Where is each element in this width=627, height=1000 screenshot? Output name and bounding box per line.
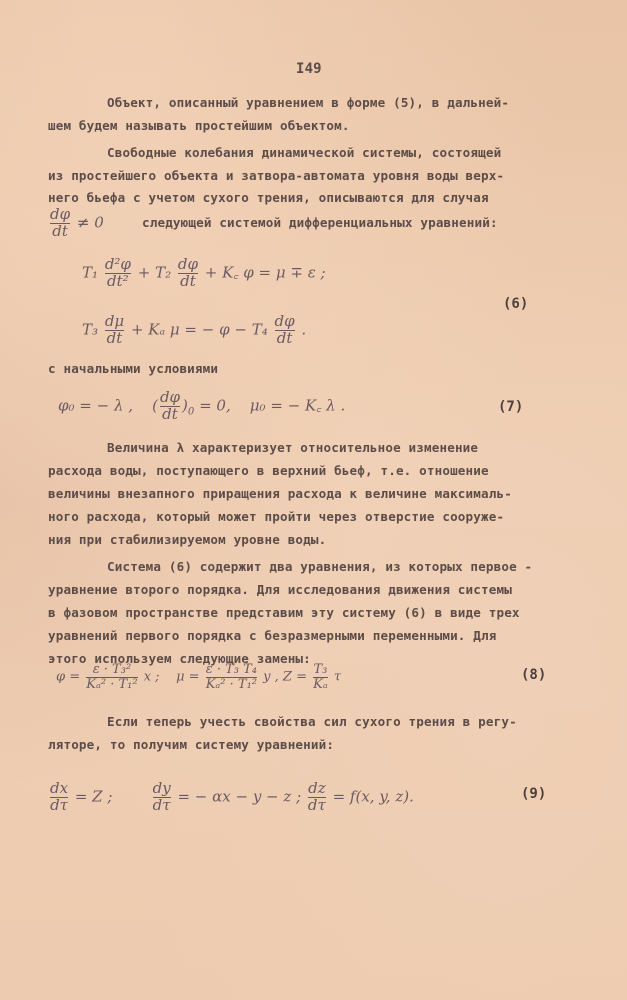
text-line: из простейшего объекта и затвора-автомата уровня воды верх- [48, 168, 505, 183]
equation-number: (9) [521, 786, 547, 802]
text-line: Величина λ характеризует относительное изменение [107, 440, 479, 455]
text-line: расхода воды, поступающего в верхний бьеф, т.е. отношение [48, 463, 489, 478]
text-line: ного расхода, который может пройти через отверстие сооруже- [48, 509, 505, 524]
equation-8: φ = $\frac{\text{ε · T₃²}}{\text{Kₐ² · T₁²}}$ x ; μ = $\frac{\text{ε · T₃ T₄}}{\text{Kₐ² · T₁²}}$ y , Z = $\frac{\text{T₃}}{\text{Kₐ}}$ τ [56, 662, 342, 692]
equation-7: φ₀ = − λ , ( $\frac{d\varphi}{dt}$ )$_0 = 0$, μ₀ = − K꜀ λ . [58, 388, 346, 423]
text-line: Если теперь учесть свойства сил сухого трения в регу- [107, 714, 517, 729]
text-line: шем будем называть простейшим объектом. [48, 118, 350, 133]
text-line: этого используем следующие замены: [48, 651, 311, 666]
equation-number: (6) [503, 296, 529, 312]
page-number: I49 [296, 61, 322, 77]
equation-number: (8) [521, 667, 547, 683]
inline-condition-formula: $\frac{d\varphi}{dt}$ ≠ 0 [50, 205, 104, 240]
text-line: ния при стабилизируемом уровне воды. [48, 532, 327, 547]
equation-9: $\frac{dx}{d\tau}$ = Z ; $\frac{dy}{d\tau}$ = − αx − y − z ; $\frac{dz}{d\tau}$ = f(x, y, z). [50, 779, 414, 814]
text-line: ляторе, то получим систему уравнений: [48, 737, 335, 752]
text-line: уравнений первого порядка с безразмерными переменными. Для [48, 628, 497, 643]
text-line: Объект, описанный уравнением в форме (5), в дальней- [107, 95, 510, 110]
text-line: в фазовом пространстве представим эту систему (6) в виде трех [48, 605, 520, 620]
text-line: с начальными условиями [48, 361, 219, 376]
equation-6-line-2: T₃ $\frac{d\mu}{dt}$ + Kₐ μ = − φ − T₄ $\frac{d\varphi}{dt}$ . [82, 312, 307, 347]
equation-number: (7) [498, 399, 524, 415]
text-line: Система (6) содержит два уравнения, из которых первое - [107, 559, 533, 574]
text-line: уравнение второго порядка. Для исследования движения системы [48, 582, 512, 597]
text-line: Свободные колебания динамической системы, состоящей [107, 145, 502, 160]
text-line: следующей системой дифференциальных уравнений: [142, 215, 498, 230]
text-line: величины внезапного приращения расхода к величине максималь- [48, 486, 512, 501]
text-line: него бьефа с учетом сухого трения, описываются для случая [48, 190, 489, 205]
equation-6-line-1: T₁ $\frac{\text{d²φ}}{\text{dt²}}$ + T₂ $\frac{d\varphi}{dt}$ + K꜀ φ = μ ∓ ε ; [82, 255, 326, 290]
